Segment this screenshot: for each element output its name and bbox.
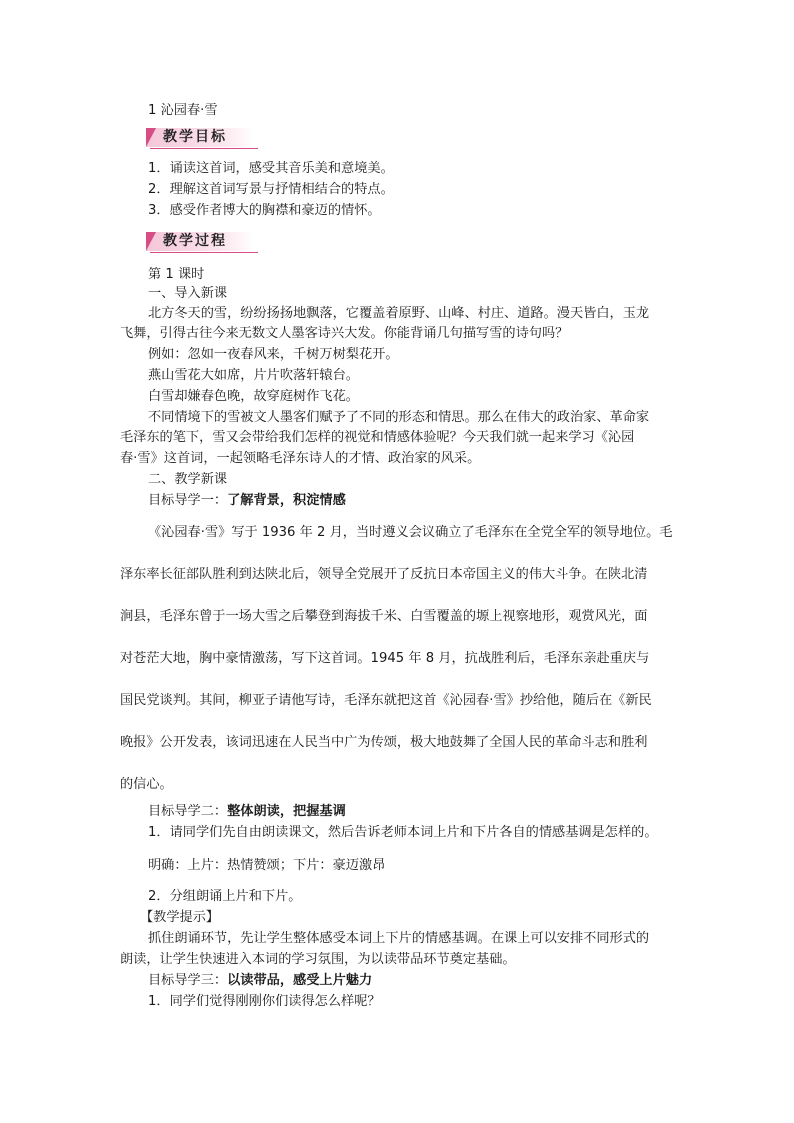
tip-line: 抓住朗诵环节，先让学生整体感受本词上下片的情感基调。在课上可以安排不同形式的	[148, 931, 650, 946]
lesson-title: 1 沁园春·雪	[148, 103, 218, 118]
guide-title: 了解背景，积淀情感	[227, 493, 346, 508]
section-header-goals	[146, 126, 258, 150]
background-line: 涧县，毛泽东曾于一场大雪之后攀登到海拔千米、白雪覆盖的塬上视察地形，观赏风光，面	[120, 609, 648, 624]
question-line: 1．同学们觉得刚刚你们读得怎么样呢？	[148, 994, 381, 1009]
background-line: 国民党谈判。其间，柳亚子请他写诗，毛泽东就把这首《沁园春·雪》抄给他，随后在《新民	[120, 693, 652, 708]
tip-label: 【教学提示】	[140, 910, 220, 925]
background-line: 对苍茫大地，胸中豪情激荡，写下这首词。1945 年 8 月，抗战胜利后，毛泽东亲赴重庆与	[120, 651, 650, 666]
question-line: 2．分组朗诵上片和下片。	[148, 889, 302, 904]
question-line: 1．请同学们先自由朗读课文，然后告诉老师本词上片和下片各自的情感基调是怎样的。	[148, 825, 658, 840]
section-header-triangle-icon	[146, 128, 156, 147]
section-header-underline	[150, 148, 258, 149]
background-line: 《沁园春·雪》写于 1936 年 2 月，当时遵义会议确立了毛泽东在全党全军的领导地位。毛	[148, 525, 673, 540]
guide-title: 整体朗读，把握基调	[227, 804, 346, 819]
guide-prefix: 目标导学三：	[148, 973, 228, 988]
guide-heading	[148, 492, 346, 510]
tip-line: 朗读，让学生快速进入本词的学习氛围，为以读带品环节奠定基础。	[120, 952, 516, 967]
paragraph-line: 飞舞，引得古往今来无数文人墨客诗兴大发。你能背诵几句描写雪的诗句吗？	[120, 326, 569, 341]
paragraph-line: 白雪却嫌春色晚，故穿庭树作飞花。	[148, 389, 359, 404]
answer-line: 明确：上片：热情赞颂；下片：豪迈激昂	[148, 858, 386, 873]
background-line: 晚报》公开发表，该词迅速在人民当中广为传颂，极大地鼓舞了全国人民的革命斗志和胜利	[120, 735, 648, 750]
guide-title: 以读带品，感受上片魅力	[227, 973, 373, 988]
paragraph-line: 毛泽东的笔下，雪又会带给我们怎样的视觉和情感体验呢？今天我们就一起来学习《沁园	[120, 430, 635, 445]
goal-item: 2．理解这首词写景与抒情相结合的特点。	[148, 182, 394, 197]
part-heading: 一、导入新课	[148, 286, 228, 301]
goal-item: 1．诵读这首词，感受其音乐美和意境美。	[148, 161, 394, 176]
goal-item: 3．感受作者博大的胸襟和豪迈的情怀。	[148, 203, 381, 218]
paragraph-line: 北方冬天的雪，纷纷扬扬地飘落，它覆盖着原野、山峰、村庄、道路。漫天皆白，玉龙	[148, 306, 650, 321]
section-header-process	[146, 230, 258, 254]
paragraph-line: 不同情境下的雪被文人墨客们赋予了不同的形态和情思。那么在伟大的政治家、革命家	[148, 410, 650, 425]
background-line: 的信心。	[120, 777, 173, 792]
section-header-label: 教学目标	[163, 129, 227, 145]
guide-prefix: 目标导学二：	[148, 804, 228, 819]
section-header-underline	[150, 252, 258, 253]
section-header-triangle-icon	[146, 232, 156, 251]
section-header-label: 教学过程	[163, 233, 227, 249]
guide-heading	[148, 803, 346, 821]
paragraph-line: 春·雪》这首词，一起领略毛泽东诗人的才情、政治家的风采。	[120, 451, 481, 466]
part-heading: 二、教学新课	[148, 472, 228, 487]
paragraph-line: 例如：忽如一夜春风来，千树万树梨花开。	[148, 347, 399, 362]
lesson-number: 第 1 课时	[148, 267, 205, 282]
guide-prefix: 目标导学一：	[148, 493, 228, 508]
paragraph-line: 燕山雪花大如席，片片吹落轩辕台。	[148, 368, 359, 383]
guide-heading	[148, 972, 372, 990]
background-line: 泽东率长征部队胜利到达陕北后，领导全党展开了反抗日本帝国主义的伟大斗争。在陕北清	[120, 567, 648, 582]
